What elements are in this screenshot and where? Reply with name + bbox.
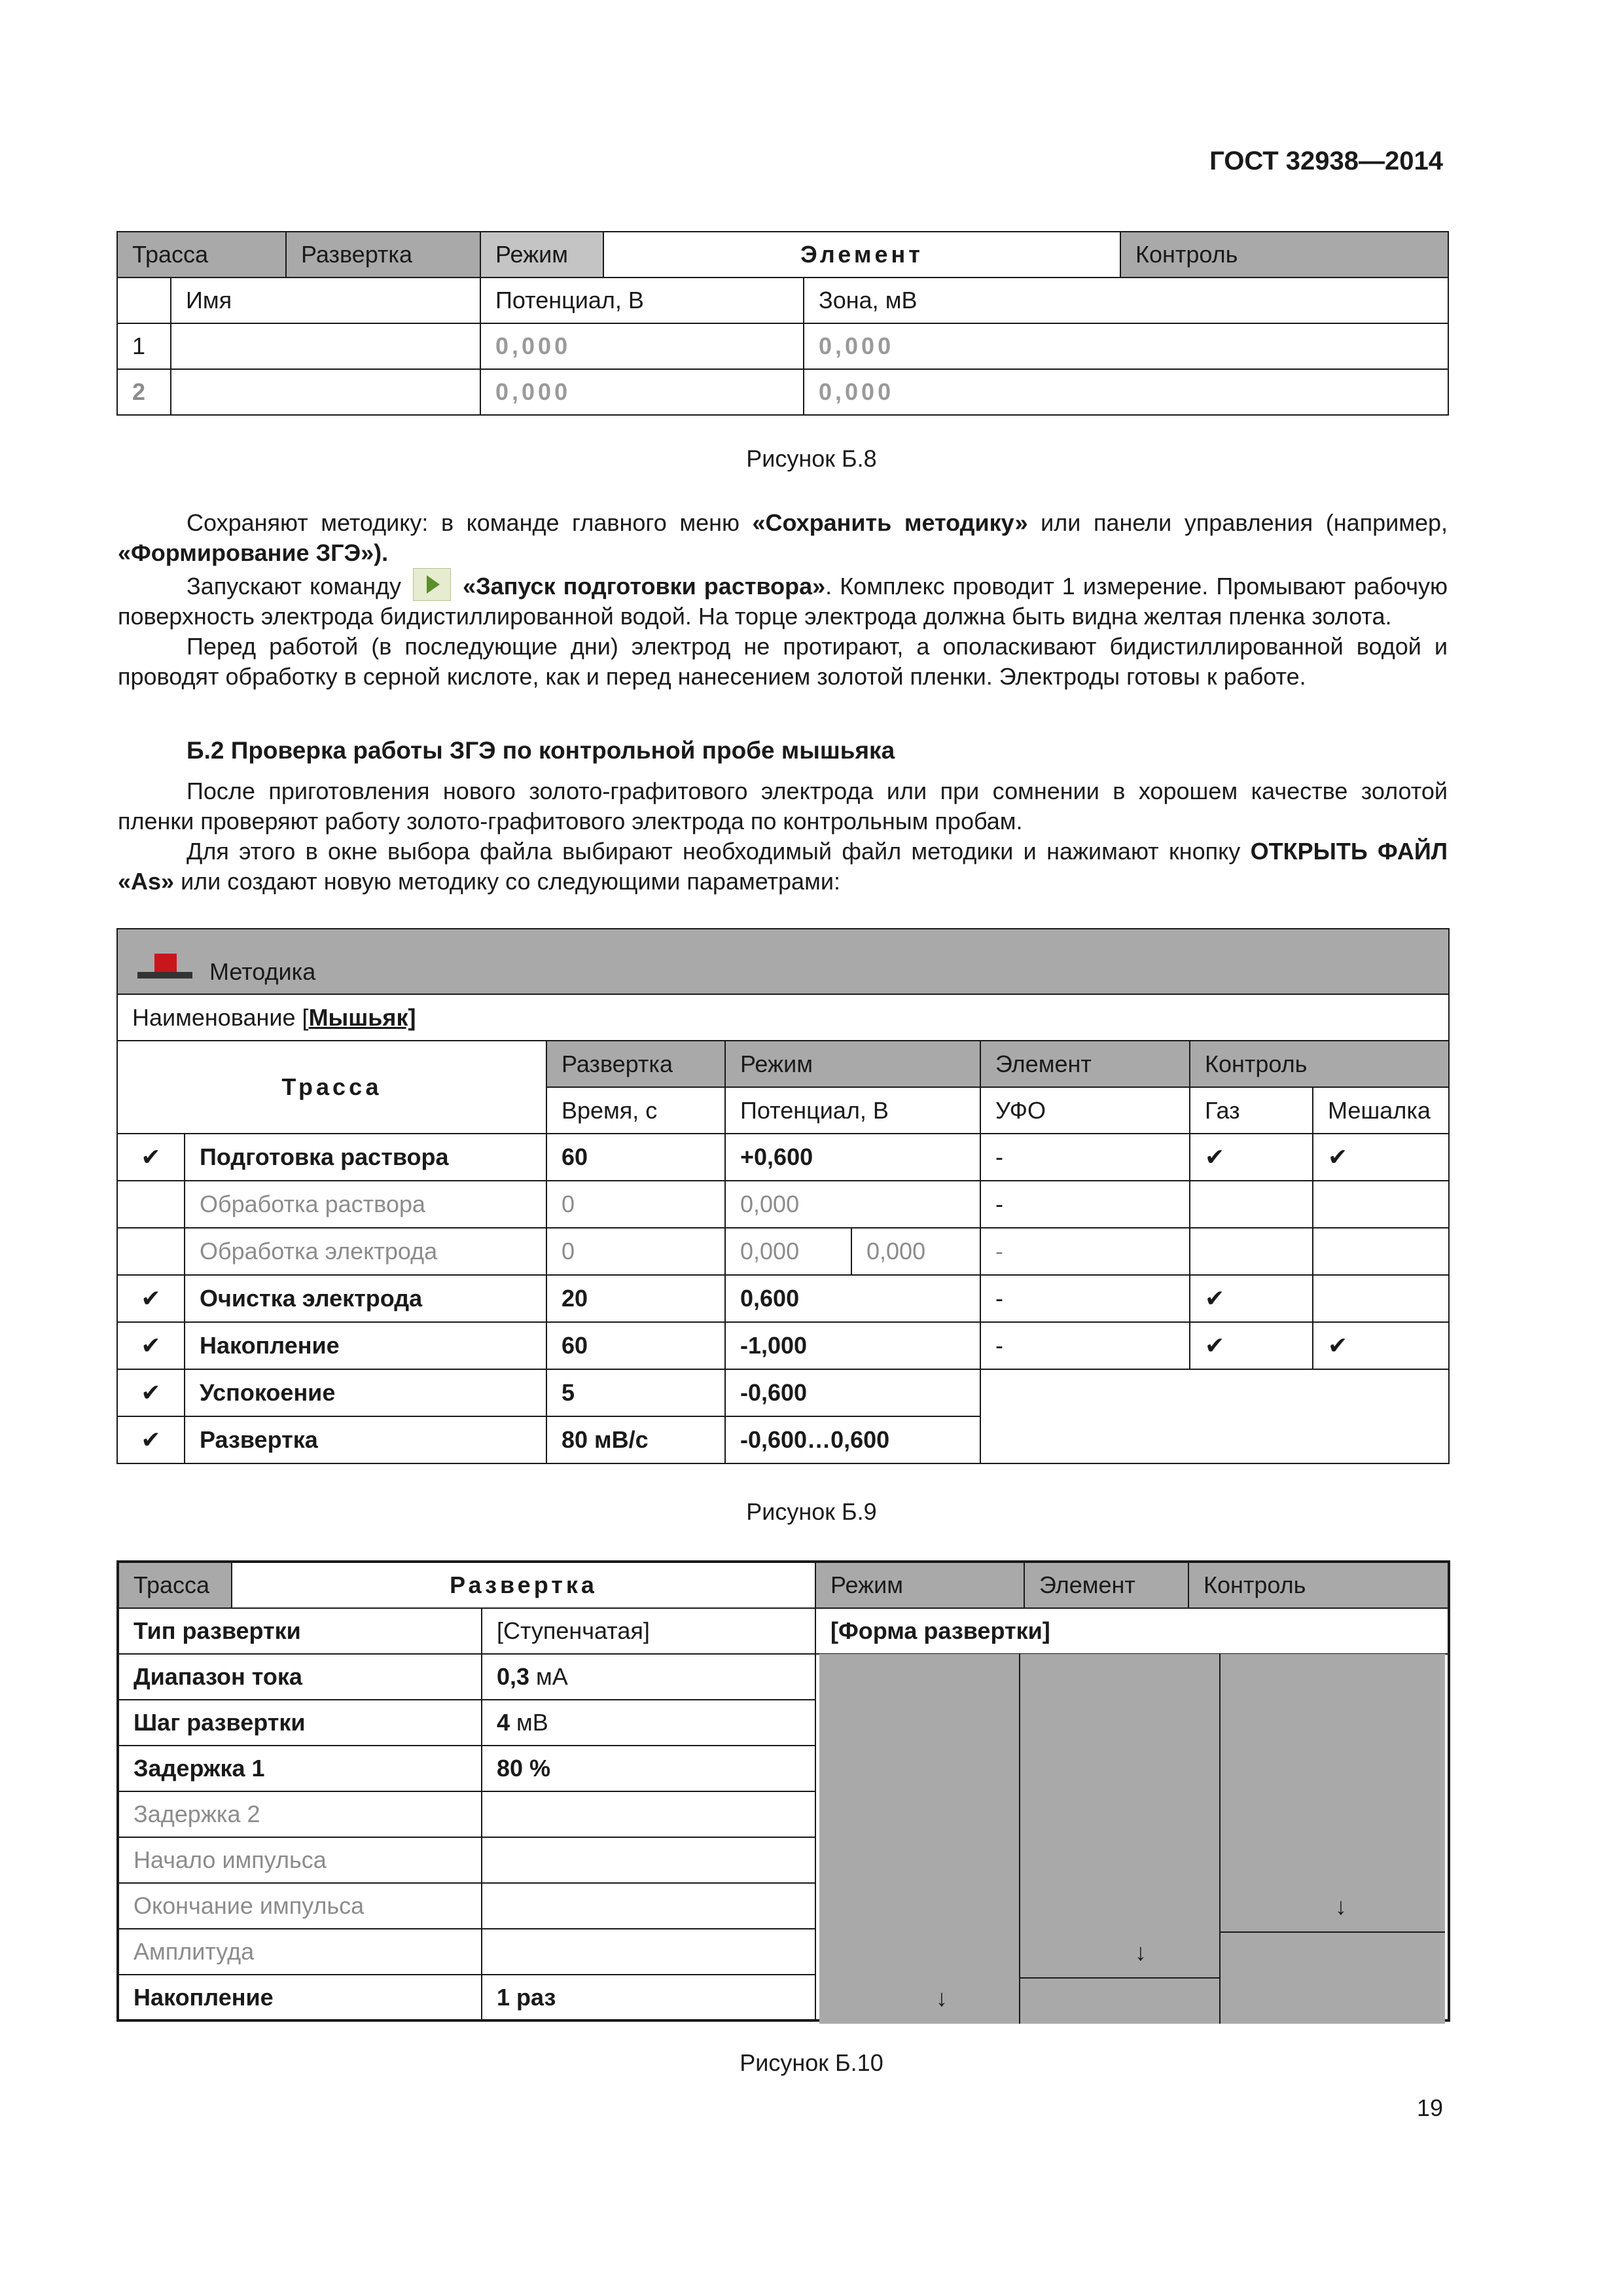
potential-field[interactable]: -0,600	[725, 1369, 980, 1416]
fig9-caption: Рисунок Б.9	[746, 1498, 877, 1525]
gas-checkbox[interactable]: ✔	[1190, 1134, 1313, 1181]
column-potential: Потенциал, В	[480, 278, 804, 323]
table-row	[117, 1275, 1449, 1322]
stage-name: Обработка электрода	[185, 1228, 546, 1275]
column-ufo: УФО	[980, 1087, 1190, 1134]
fig8-table	[116, 231, 1449, 416]
sweep-shape-diagram	[819, 1654, 1445, 2024]
name-field[interactable]	[171, 369, 480, 415]
stirrer-checkbox[interactable]	[1313, 1181, 1449, 1228]
stirrer-checkbox[interactable]: ✔	[1313, 1322, 1449, 1369]
stirrer-checkbox[interactable]: ✔	[1313, 1134, 1449, 1181]
sweep-shape-label: [Форма развертки]	[815, 1608, 1449, 1654]
pulse-end-field[interactable]	[482, 1883, 815, 1929]
tab-element[interactable]: Элемент	[603, 232, 1120, 278]
pulse-start-field[interactable]	[482, 1837, 815, 1883]
sweep-step-field[interactable]	[482, 1700, 815, 1746]
p1-part-b: «Сохранить методику»	[752, 509, 1028, 536]
param-label: Задержка 1	[118, 1746, 482, 1791]
time-field[interactable]: 5	[546, 1369, 725, 1416]
zone-field[interactable]: 0,000	[804, 323, 1448, 369]
potential-field[interactable]: 0,000	[725, 1181, 980, 1228]
fig10-panel	[116, 1560, 1448, 2026]
trassa-header: Трасса	[117, 1041, 546, 1134]
param-label: Тип развертки	[118, 1608, 482, 1654]
gas-checkbox[interactable]	[1190, 1181, 1313, 1228]
table-row	[117, 1369, 1449, 1416]
potential-field[interactable]: 0,600	[725, 1275, 980, 1322]
gas-checkbox[interactable]: ✔	[1190, 1322, 1313, 1369]
stirrer-checkbox[interactable]	[1313, 1275, 1449, 1322]
tab-trassa[interactable]: Трасса	[118, 1562, 232, 1608]
tab-element[interactable]: Элемент	[1024, 1562, 1188, 1608]
enable-checkbox[interactable]: ✔	[117, 1275, 185, 1322]
name-row	[117, 994, 1449, 1041]
table-row	[117, 1228, 1449, 1275]
tab-razvertka[interactable]: Развертка	[546, 1041, 725, 1087]
time-field[interactable]: 0	[546, 1228, 725, 1275]
section-heading: Б.2 Проверка работы ЗГЭ по контрольной пробе мышьяка	[187, 737, 895, 764]
time-field[interactable]: 20	[546, 1275, 725, 1322]
name-field[interactable]	[171, 323, 480, 369]
tab-kontrol[interactable]: Контроль	[1188, 1562, 1449, 1608]
enable-checkbox[interactable]: ✔	[117, 1369, 185, 1416]
column-name: Имя	[171, 278, 480, 323]
enable-checkbox[interactable]: ✔	[117, 1134, 185, 1181]
tab-rezhim[interactable]: Режим	[725, 1041, 980, 1087]
row-number: 1	[117, 323, 171, 369]
column-potential: Потенциал, В	[725, 1087, 980, 1134]
time-field[interactable]: 60	[546, 1134, 725, 1181]
play-icon	[413, 568, 451, 601]
tab-trassa[interactable]: Трасса	[117, 232, 286, 278]
param-label: Окончание импульса	[118, 1883, 482, 1929]
enable-checkbox[interactable]: ✔	[117, 1322, 185, 1369]
ufo-field[interactable]: -	[980, 1275, 1190, 1322]
potential-field[interactable]: -1,000	[725, 1322, 980, 1369]
amplitude-field[interactable]	[482, 1929, 815, 1975]
fig9-table	[116, 928, 1450, 1464]
name-label: Наименование [	[132, 1003, 309, 1031]
shape-background	[819, 1654, 1445, 2024]
fig10-caption: Рисунок Б.10	[740, 2049, 883, 2076]
current-range-field[interactable]	[482, 1654, 815, 1700]
table-row	[117, 369, 1448, 415]
empty-block	[980, 1369, 1449, 1463]
potential2-field[interactable]: 0,000	[851, 1228, 980, 1275]
table-row	[117, 1181, 1449, 1228]
table-row	[117, 1134, 1449, 1181]
tab-razvertka[interactable]: Развертка	[232, 1562, 815, 1608]
stage-name: Очистка электрода	[185, 1275, 546, 1322]
tab-razvertka[interactable]: Развертка	[286, 232, 480, 278]
table-row	[117, 323, 1448, 369]
time-field[interactable]: 60	[546, 1322, 725, 1369]
enable-checkbox[interactable]	[117, 1181, 185, 1228]
param-unit: мА	[529, 1663, 568, 1690]
column-time: Время, с	[546, 1087, 725, 1134]
p4: После приготовления нового золото-графитового электрода или при сомнении в хорошем качестве золотой пленки проверяют работу золото-графитового электрода по контрольным пробам.	[118, 778, 1448, 834]
stage-name: Развертка	[185, 1416, 546, 1463]
p5-part-a: Для этого в окне выбора файла выбирают необходимый файл методики и нажимают кнопку	[187, 838, 1251, 865]
time-field[interactable]: 80 мВ/с	[546, 1416, 725, 1463]
ufo-field[interactable]: -	[980, 1228, 1190, 1275]
p1-part-a: Сохраняют методику: в команде главного меню	[187, 509, 753, 536]
potential-field[interactable]: -0,600…0,600	[725, 1416, 980, 1463]
row-num-header	[117, 278, 171, 323]
column-gas: Газ	[1190, 1087, 1313, 1134]
enable-checkbox[interactable]	[117, 1228, 185, 1275]
p1-part-d: «Формирование ЗГЭ»).	[118, 539, 389, 566]
app-logo-icon	[132, 954, 195, 982]
sweep-type-select[interactable]: [Ступенчатая]	[482, 1608, 815, 1654]
arrow-down-icon: ↓	[1335, 1893, 1347, 1920]
potential-field[interactable]: 0,000	[725, 1228, 851, 1275]
zone-field[interactable]: 0,000	[804, 369, 1448, 415]
gas-checkbox[interactable]: ✔	[1190, 1275, 1313, 1322]
fig8-caption: Рисунок Б.8	[746, 445, 877, 472]
delay1-field[interactable]: 80 %	[482, 1746, 815, 1791]
methodika-titlebar	[117, 929, 1449, 994]
p5-part-c: или создают новую методику со следующими параметрами:	[174, 868, 840, 895]
page-number: 19	[1416, 2094, 1443, 2121]
arrow-down-icon: ↓	[936, 1984, 948, 2011]
row-number: 2	[117, 369, 171, 415]
param-value: 0,3	[497, 1663, 530, 1690]
p2-part-a: Запускают команду	[187, 573, 410, 600]
name-value[interactable]: Мышьяк]	[308, 1003, 416, 1031]
ufo-field[interactable]: -	[980, 1181, 1190, 1228]
potential-field[interactable]: 0,000	[480, 323, 804, 369]
table-row	[117, 1322, 1449, 1369]
tab-kontrol[interactable]: Контроль	[1120, 232, 1448, 278]
body-text-2	[118, 776, 1448, 897]
tab-element[interactable]: Элемент	[980, 1041, 1190, 1087]
param-label: Диапазон тока	[118, 1654, 482, 1700]
tab-rezhim[interactable]: Режим	[480, 232, 603, 278]
param-label: Задержка 2	[118, 1791, 482, 1837]
param-label: Шаг развертки	[118, 1700, 482, 1746]
body-text-1	[118, 508, 1448, 692]
param-value: 4	[497, 1709, 510, 1736]
column-zone: Зона, мВ	[804, 278, 1448, 323]
stage-name: Подготовка раствора	[185, 1134, 546, 1181]
param-label: Накопление	[118, 1975, 482, 2020]
p2-part-c: . Комплекс проводит 1 измерение. Промывают рабочую поверхность электрода бидистиллированной водой. На торце электрода должна быть видна желтая пленка золота.	[118, 573, 1448, 630]
potential-field[interactable]: +0,600	[725, 1134, 980, 1181]
time-field[interactable]: 0	[546, 1181, 725, 1228]
param-unit: мВ	[510, 1709, 548, 1736]
stage-name: Накопление	[185, 1322, 546, 1369]
gas-checkbox[interactable]	[1190, 1228, 1313, 1275]
p1-part-c: или панели управления (например,	[1027, 509, 1448, 536]
arrow-down-icon: ↓	[1135, 1939, 1147, 1965]
delay2-field[interactable]	[482, 1791, 815, 1837]
ufo-field[interactable]: -	[980, 1134, 1190, 1181]
stirrer-checkbox[interactable]	[1313, 1228, 1449, 1275]
param-label: Начало импульса	[118, 1837, 482, 1883]
column-stirrer: Мешалка	[1313, 1087, 1449, 1134]
tab-kontrol[interactable]: Контроль	[1190, 1041, 1449, 1087]
p2-part-b: «Запуск подготовки раствора»	[463, 573, 826, 600]
p3: Перед работой (в последующие дни) электрод не протирают, а ополаскивают бидистиллированной водой и проводят обработку в серной кислоте, как и перед нанесением золотой пленки. Электроды готовы к работе.	[118, 633, 1448, 690]
param-label: Амплитуда	[118, 1929, 482, 1975]
potential-field[interactable]: 0,000	[480, 369, 804, 415]
enable-checkbox[interactable]: ✔	[117, 1416, 185, 1463]
ufo-field[interactable]: -	[980, 1322, 1190, 1369]
p5-part-b: ОТКРЫТЬ ФАЙЛ «As»	[118, 838, 1448, 895]
accumulation-field[interactable]: 1 раз	[482, 1975, 815, 2020]
methodika-title: Методика	[209, 958, 316, 985]
stage-name: Обработка раствора	[185, 1181, 546, 1228]
stage-name: Успокоение	[185, 1369, 546, 1416]
standard-header: ГОСТ 32938—2014	[1209, 147, 1443, 175]
tab-rezhim[interactable]: Режим	[815, 1562, 1024, 1608]
